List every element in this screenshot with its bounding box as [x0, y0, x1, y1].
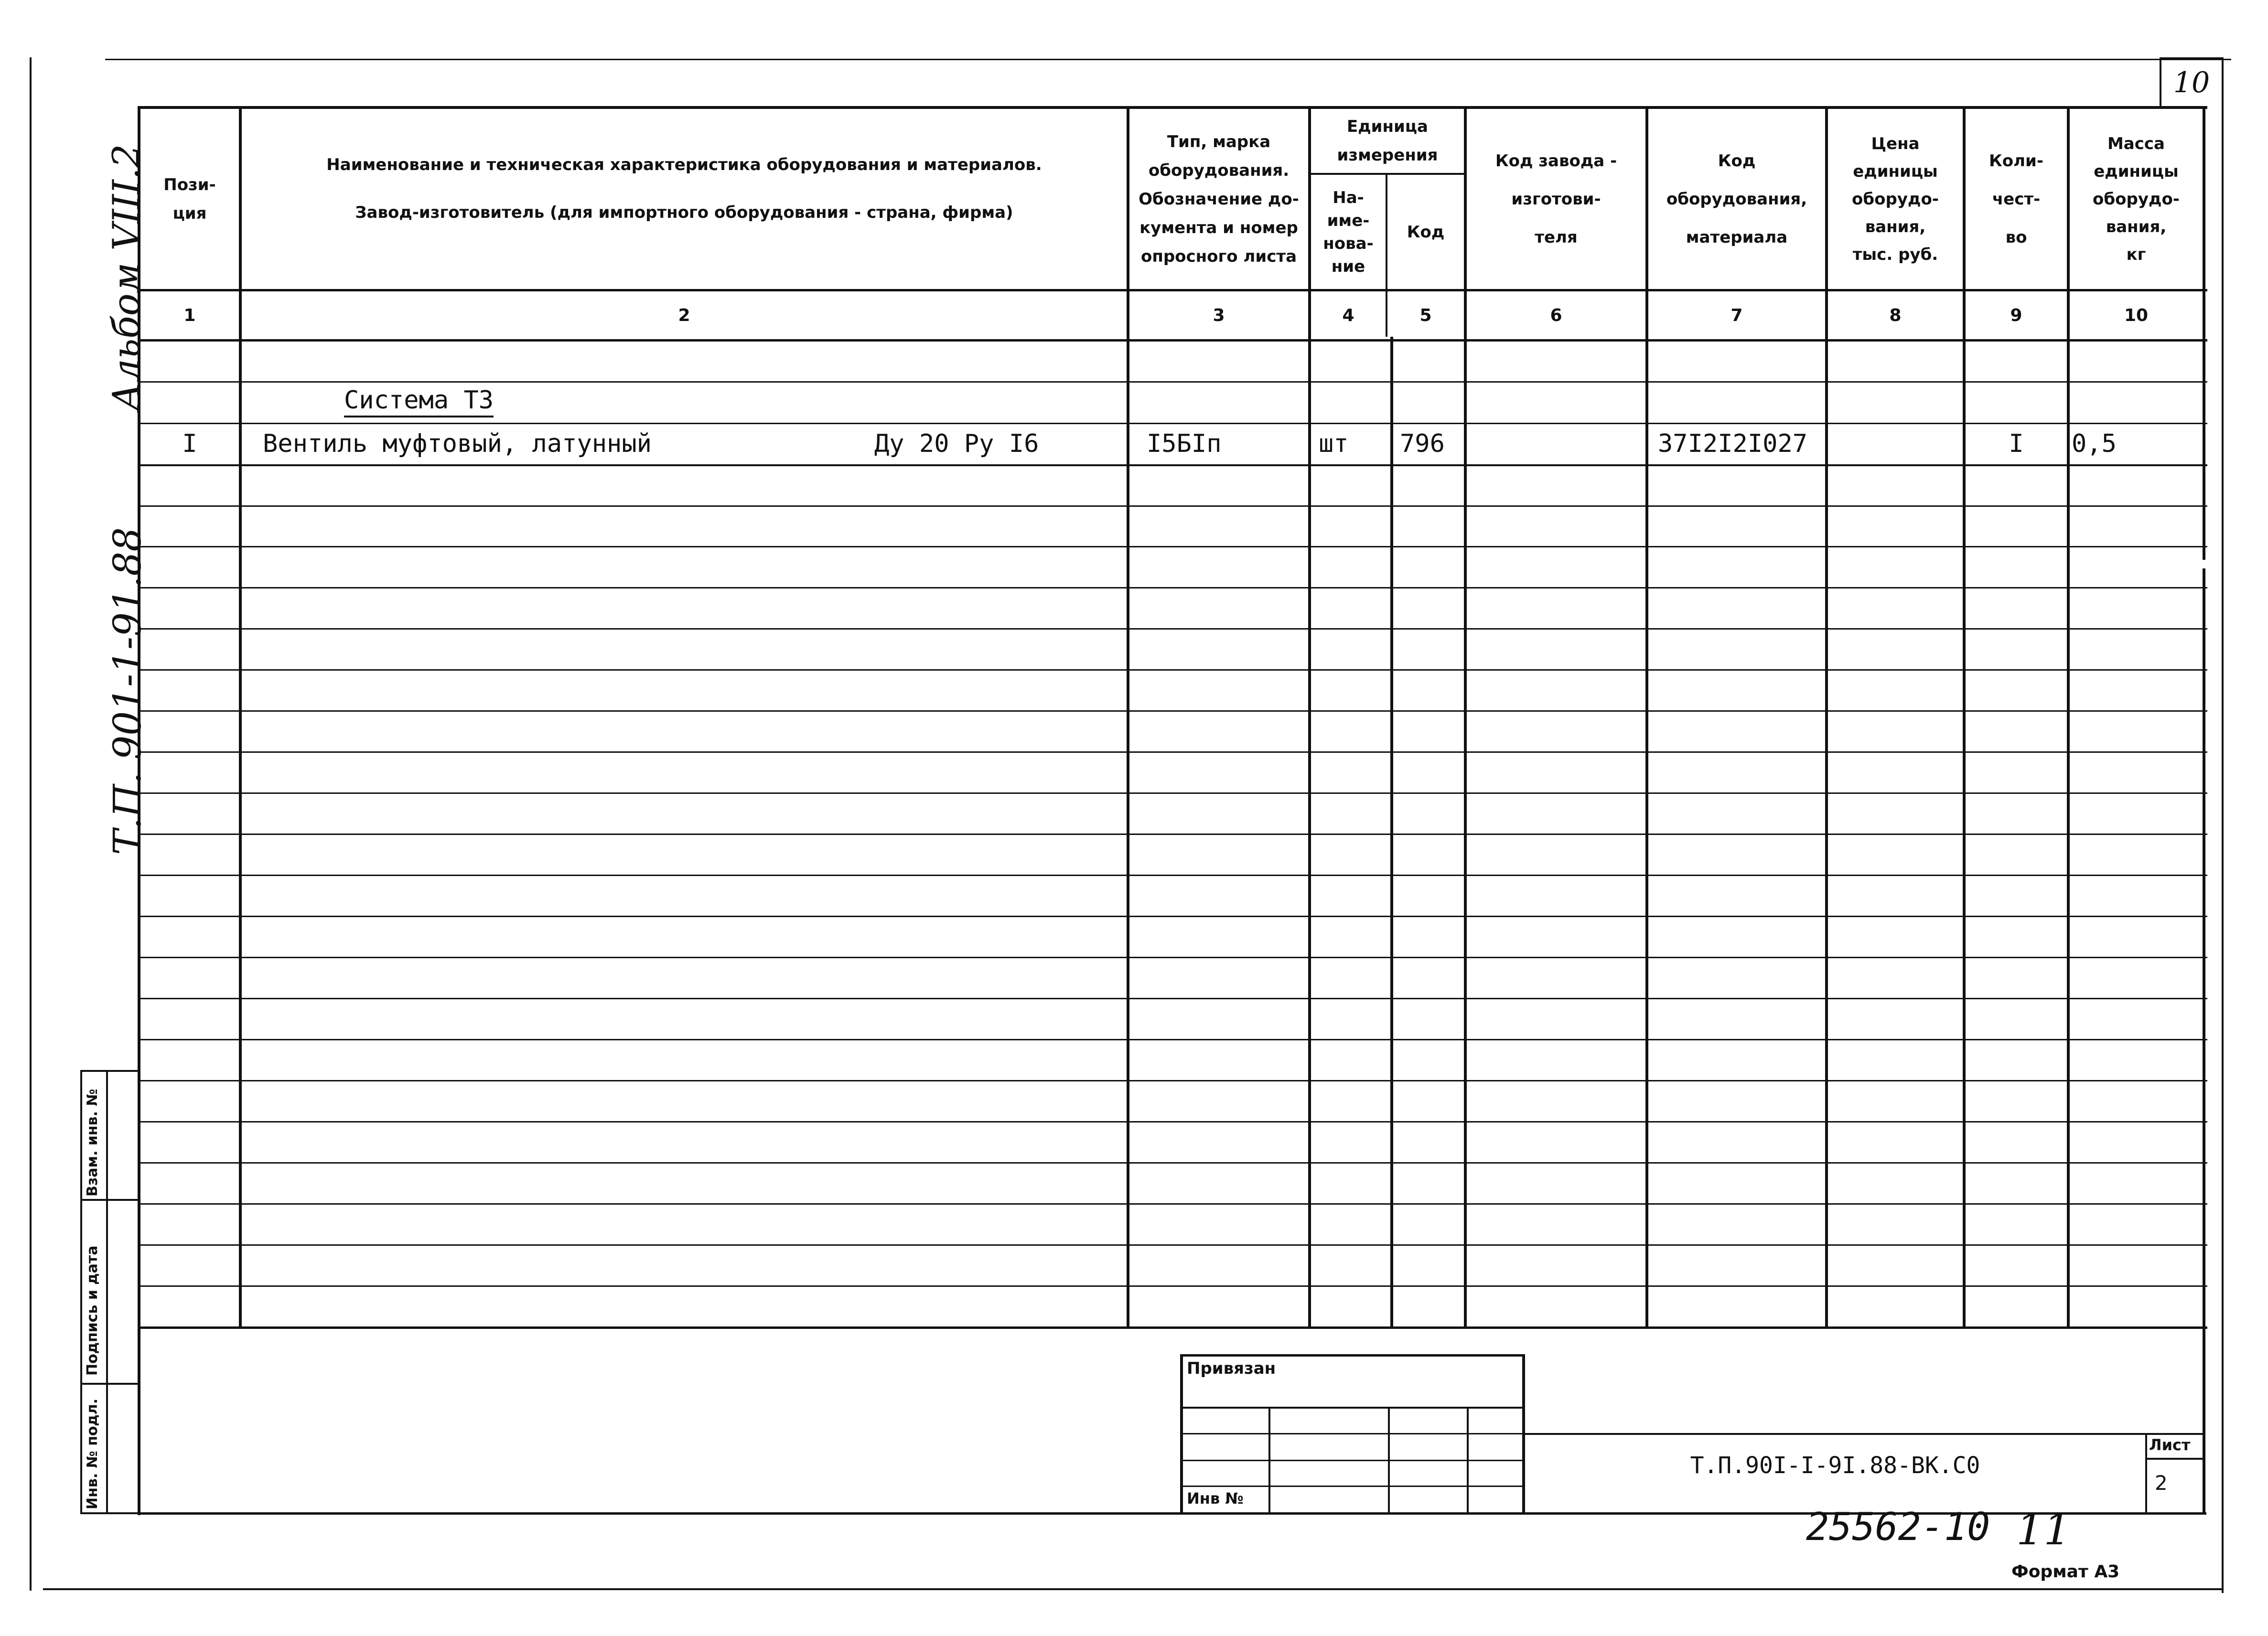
- archive-number: 25562-10: [1806, 1505, 1990, 1549]
- header-price: Цена единицы оборудо- вания, тыс. руб.: [1852, 134, 1939, 264]
- sheet-label: Лист: [2149, 1436, 2191, 1454]
- col-num-9: 9: [2010, 305, 2022, 325]
- corner-page-number: 10: [2173, 66, 2210, 99]
- linked-label: Привязан: [1187, 1359, 1276, 1378]
- col-num-7: 7: [1731, 305, 1743, 325]
- stamp-label-signature: Подпись и дата: [84, 1245, 101, 1376]
- row-quantity: I: [2009, 429, 2024, 458]
- header-position: Пози- ция: [163, 175, 216, 223]
- row-equipment-code: 37I2I2I027: [1658, 429, 1808, 458]
- col-num-4: 4: [1342, 305, 1354, 325]
- col-num-10: 10: [2124, 305, 2149, 325]
- stamp-label-inventory: Инв. № подл.: [84, 1398, 101, 1509]
- row-mass: 0,5: [2072, 429, 2117, 458]
- col-num-2: 2: [678, 305, 690, 325]
- row-position: I: [182, 429, 197, 458]
- header-name: Наименование и техническая характеристика оборудования и материалов.: [326, 155, 1042, 174]
- sheet-number: 2: [2155, 1471, 2168, 1495]
- header-unit-name: На- име- нова- ние: [1323, 188, 1374, 276]
- header-manufacturer: Завод-изготовитель (для импортного оборудования - страна, фирма): [355, 203, 1013, 222]
- col-num-1: 1: [183, 305, 196, 325]
- header-quantity: Коли- чест- во: [1989, 151, 2043, 247]
- row-unit-name: шт: [1319, 429, 1349, 458]
- row-spec: Ду 20 Ру I6: [874, 429, 1039, 458]
- section-title: Система Т3: [344, 380, 494, 423]
- format-label: Формат А3: [2011, 1562, 2120, 1582]
- inv-label: Инв №: [1187, 1489, 1244, 1508]
- doc-code: Т.П.90I-I-9I.88-ВК.С0: [1690, 1452, 1980, 1479]
- col-num-6: 6: [1550, 305, 1562, 325]
- stamp-label-replace: Взам. инв. №: [84, 1089, 101, 1197]
- header-mass: Масса единицы оборудо- вания, кг: [2093, 134, 2180, 264]
- col-num-5: 5: [1419, 305, 1432, 325]
- handwritten-page: 11: [2016, 1505, 2071, 1555]
- header-unit-code: Код: [1407, 222, 1445, 242]
- row-unit-code: 796: [1400, 429, 1445, 458]
- header-factory-code: Код завода - изготови- теля: [1495, 151, 1617, 247]
- row-name: Вентиль муфтовый, латунный: [263, 429, 652, 458]
- header-type: Тип, марка оборудования. Обозначение до- кумента и номер опросного листа: [1139, 132, 1299, 266]
- header-unit-group: Единица измерения: [1337, 117, 1438, 165]
- row-type: I5БIп: [1147, 429, 1222, 458]
- col-num-3: 3: [1213, 305, 1225, 325]
- project-note: Т.П. 901-1-91.88: [105, 527, 150, 855]
- col-num-8: 8: [1889, 305, 1902, 325]
- album-note: Альбом VIII.2: [105, 144, 148, 411]
- header-equipment-code: Код оборудования, материала: [1666, 151, 1807, 247]
